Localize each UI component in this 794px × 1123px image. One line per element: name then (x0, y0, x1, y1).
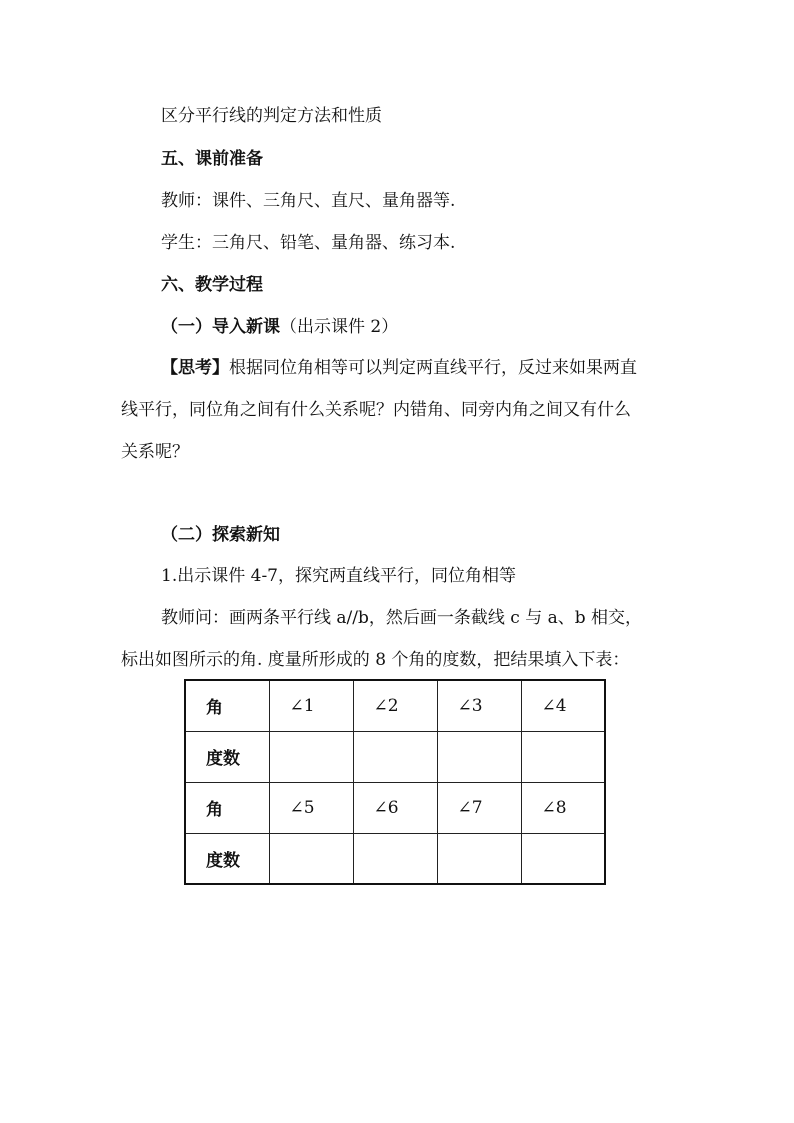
think-tag: 【思考】 (161, 358, 229, 378)
table-cell: ∠5 (269, 782, 353, 833)
table-row (185, 731, 605, 782)
table-cell: 角 (185, 680, 269, 731)
question-line-2: 标出如图所示的角. 度量所形成的 8 个角的度数，把结果填入下表： (121, 650, 630, 670)
table-cell: ∠2 (353, 680, 437, 731)
think-paragraph-line-1 (161, 358, 637, 378)
think-paragraph-line-2: 线平行，同位角之间有什么关系呢？内错角、同旁内角之间又有什么 (121, 400, 631, 420)
table-cell: ∠3 (437, 680, 521, 731)
subheading-explore: （二）探索新知 (161, 525, 280, 545)
angle-measure-table (184, 679, 606, 885)
student-materials: 学生：三角尺、铅笔、量角器、练习本. (161, 233, 456, 253)
table-cell (521, 833, 605, 884)
table-cell (437, 833, 521, 884)
think-paragraph-line-3: 关系呢？ (121, 442, 189, 462)
think-text-1: 根据同位角相等可以判定两直线平行，反过来如果两直 (229, 358, 637, 378)
question-line-1: 教师问：画两条平行线 a//b，然后画一条截线 c 与 a、b 相交， (161, 608, 643, 628)
table-cell: ∠7 (437, 782, 521, 833)
table-cell: ∠1 (269, 680, 353, 731)
table-cell: 度数 (185, 833, 269, 884)
table-cell: 角 (185, 782, 269, 833)
table-cell (521, 731, 605, 782)
section-heading-preparation: 五、课前准备 (161, 149, 263, 169)
table-cell (269, 833, 353, 884)
item-1: 1.出示课件 4-7，探究两直线平行，同位角相等 (161, 566, 516, 586)
table-row (185, 782, 605, 833)
subheading-intro-note: （出示课件 2） (280, 317, 399, 337)
subheading-intro-title: （一）导入新课 (161, 317, 280, 337)
table-cell (353, 833, 437, 884)
table-row (185, 680, 605, 731)
table-cell (353, 731, 437, 782)
table-row (185, 833, 605, 884)
table-cell: ∠8 (521, 782, 605, 833)
section-heading-process: 六、教学过程 (161, 275, 263, 295)
table-cell: 度数 (185, 731, 269, 782)
table-cell: ∠6 (353, 782, 437, 833)
teacher-materials: 教师：课件、三角尺、直尺、量角器等. (161, 191, 456, 211)
table-cell: ∠4 (521, 680, 605, 731)
text-line: 区分平行线的判定方法和性质 (161, 106, 382, 126)
subheading-intro (161, 317, 398, 337)
table-cell (437, 731, 521, 782)
table-cell (269, 731, 353, 782)
